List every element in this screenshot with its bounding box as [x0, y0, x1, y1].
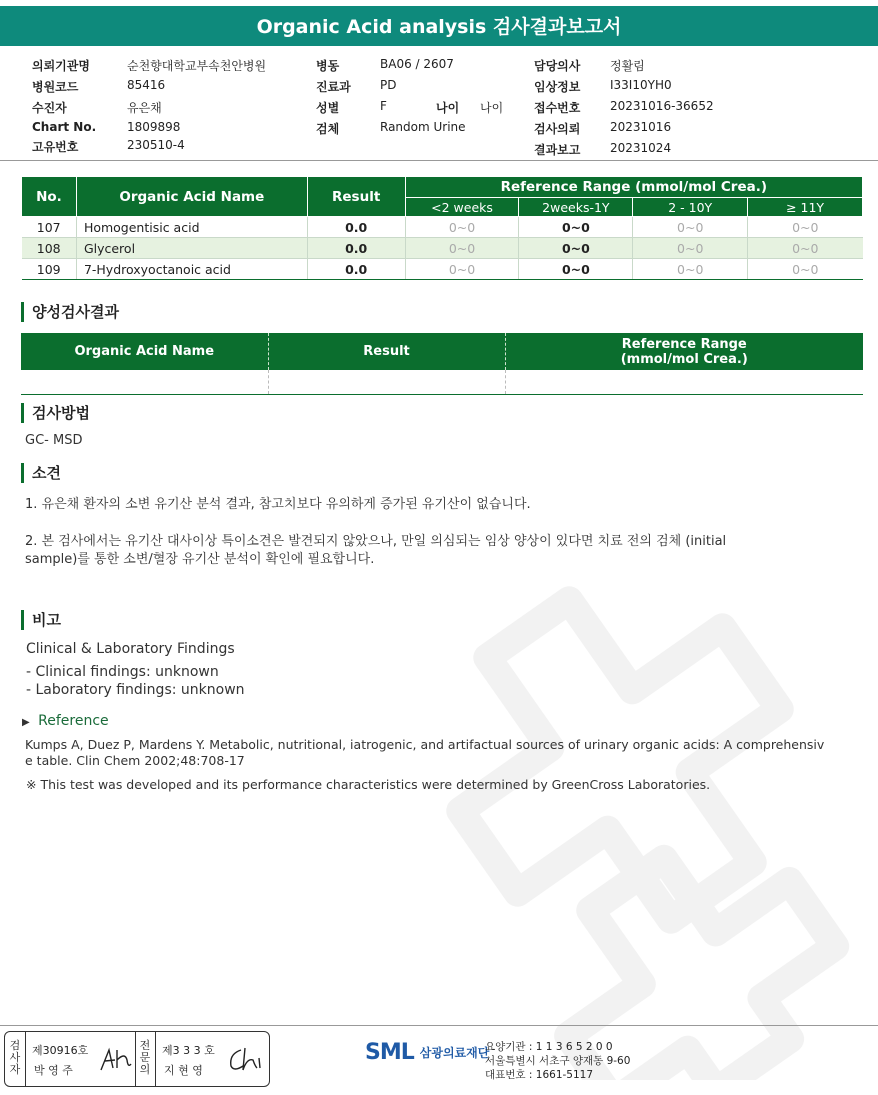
reference-text-b: e table. Clin Chem 2002;48:708-17 [25, 753, 245, 768]
triangle-right-icon: ▶ [22, 717, 30, 728]
row-ref: 0~0 [405, 238, 519, 259]
label-clinical-info: 임상정보 [534, 80, 581, 94]
value-receipt-no: 20231016-36652 [610, 99, 714, 113]
value-department: PD [380, 78, 397, 92]
row-ref: 0~0 [633, 259, 748, 280]
remarks-line1: Clinical & Laboratory Findings [26, 641, 235, 657]
footer-divider [0, 1025, 878, 1026]
row-name: 7-Hydroxyoctanoic acid [76, 259, 307, 280]
row-result: 0.0 [307, 217, 405, 238]
header-divider [0, 160, 878, 161]
opinion-line2a: 2. 본 검사에서는 유기산 대사이상 특이소견은 발견되지 않았으나, 만일 의심되는 임상 양상이 있다면 치료 전의 검체 (initial [25, 534, 727, 549]
value-clinical-info: I33I10YH0 [610, 78, 672, 92]
method-heading: 검사방법 [21, 403, 90, 423]
col-header-ref-lt2w: <2 weeks [405, 198, 519, 217]
label-age: 나이 [436, 101, 460, 115]
value-request-date: 20231016 [610, 120, 672, 134]
remarks-heading: 비고 [21, 610, 61, 630]
reference-text-a: Kumps A, Duez P, Mardens Y. Metabolic, nutritional, iatrogenic, and artifactual sources of urinary organic acids: A comprehensiv [25, 737, 825, 752]
positive-results-heading: 양성검사결과 [21, 302, 119, 322]
label-unique-no: 고유번호 [32, 140, 79, 154]
row-result: 0.0 [307, 259, 405, 280]
label-doctor: 담당의사 [534, 59, 581, 73]
specialist-name: 지 현 영 [164, 1064, 203, 1077]
row-no: 107 [22, 217, 77, 238]
examiner-signature-icon [97, 1046, 133, 1074]
remarks-line2: - Clinical findings: unknown [26, 664, 219, 680]
patient-info-col1 [32, 57, 307, 155]
org-name: 삼광의료재단 [419, 1046, 490, 1060]
pos-col-header-name: Organic Acid Name [21, 333, 268, 370]
reference-heading-row [22, 713, 109, 729]
label-department: 진료과 [316, 80, 351, 94]
table-row [21, 370, 863, 395]
report-title: Organic Acid analysis 검사결과보고서 [0, 6, 878, 46]
col-header-ref-2w1y: 2weeks-1Y [519, 198, 633, 217]
org-address: 서울특별시 서초구 양재동 9-60 [485, 1055, 631, 1067]
results-table [21, 176, 863, 280]
specialist-signature-icon [225, 1044, 265, 1076]
label-ward: 병동 [316, 59, 340, 73]
label-hospital: 의뢰기관명 [32, 59, 90, 73]
opinion-line1: 1. 유은채 환자의 소변 유기산 분석 결과, 참고치보다 유의하게 증가된 유기산이 없습니다. [25, 497, 531, 512]
row-ref: 0~0 [519, 238, 633, 259]
value-hospital-code: 85416 [127, 78, 166, 92]
row-ref: 0~0 [519, 217, 633, 238]
reference-heading: Reference [38, 713, 109, 729]
org-phone: 대표번호 : 1661-5117 [485, 1069, 594, 1081]
opinion-line2b: sample)를 통한 소변/혈장 유기산 분석이 확인에 필요합니다. [25, 552, 375, 567]
label-sex: 성별 [316, 101, 340, 115]
examiner-label: 검 사 자 [9, 1039, 21, 1076]
col-header-ref-2-10y: 2 - 10Y [633, 198, 748, 217]
value-patient: 유은채 [127, 101, 162, 115]
table-row [22, 217, 863, 238]
value-unique-no: 230510-4 [127, 138, 185, 152]
opinion-heading: 소견 [21, 463, 61, 483]
specialist-label: 전 문 의 [139, 1039, 151, 1076]
value-age: 나이 [480, 101, 504, 115]
signature-box [4, 1031, 270, 1087]
label-report-date: 결과보고 [534, 143, 581, 157]
row-name: Glycerol [76, 238, 307, 259]
table-row [22, 238, 863, 259]
pos-col-header-ref [505, 333, 863, 370]
method-text: GC- MSD [25, 433, 83, 448]
label-request-date: 검사의뢰 [534, 122, 581, 136]
sml-logo [365, 1040, 489, 1065]
positive-results-table [21, 333, 863, 395]
col-header-no: No. [22, 177, 77, 217]
row-no: 108 [22, 238, 77, 259]
remarks-line3: - Laboratory findings: unknown [26, 682, 245, 698]
col-header-ref-range: Reference Range (mmol/mol Crea.) [405, 177, 862, 198]
label-chart-no: Chart No. [32, 120, 97, 134]
value-hospital: 순천향대학교부속천안병원 [127, 59, 267, 73]
row-ref: 0~0 [633, 217, 748, 238]
value-sex-row [380, 99, 540, 116]
table-row [22, 259, 863, 280]
value-ward: BA06 / 2607 [380, 57, 454, 71]
org-code: 요양기관 : 1 1 3 6 5 2 0 0 [485, 1041, 613, 1053]
row-name: Homogentisic acid [76, 217, 307, 238]
label-hospital-code: 병원코드 [32, 80, 79, 94]
examiner-name: 박 영 주 [34, 1064, 73, 1077]
org-info [485, 1040, 630, 1082]
value-chart-no: 1809898 [127, 120, 181, 134]
pos-ref-line1: Reference Range [621, 336, 747, 352]
pos-col-header-result: Result [268, 333, 505, 370]
label-patient: 수진자 [32, 101, 67, 115]
logo-mark: SML [365, 1040, 414, 1065]
row-ref: 0~0 [519, 259, 633, 280]
value-sex: F [380, 99, 387, 113]
row-ref: 0~0 [633, 238, 748, 259]
row-ref: 0~0 [405, 259, 519, 280]
watermark-cross-icon [420, 560, 878, 1080]
specialist-no: 제3 3 3 호 [162, 1044, 215, 1057]
row-ref: 0~0 [748, 238, 863, 259]
col-header-ref-ge11y: ≥ 11Y [748, 198, 863, 217]
col-header-result: Result [307, 177, 405, 217]
row-ref: 0~0 [405, 217, 519, 238]
value-doctor: 정활림 [610, 59, 645, 73]
disclaimer-note: ※ This test was developed and its performance characteristics were determined by GreenCross Laboratories. [26, 777, 711, 792]
value-specimen: Random Urine [380, 120, 466, 134]
patient-info-col2 [316, 57, 540, 137]
patient-info-col3 [534, 57, 790, 158]
value-report-date: 20231024 [610, 141, 672, 155]
examiner-no: 제30916호 [32, 1044, 89, 1057]
label-receipt-no: 접수번호 [534, 101, 581, 115]
row-ref: 0~0 [748, 217, 863, 238]
pos-ref-line2: (mmol/mol Crea.) [620, 351, 748, 367]
label-specimen: 검체 [316, 122, 340, 136]
row-ref: 0~0 [748, 259, 863, 280]
row-result: 0.0 [307, 238, 405, 259]
col-header-name: Organic Acid Name [76, 177, 307, 217]
row-no: 109 [22, 259, 77, 280]
